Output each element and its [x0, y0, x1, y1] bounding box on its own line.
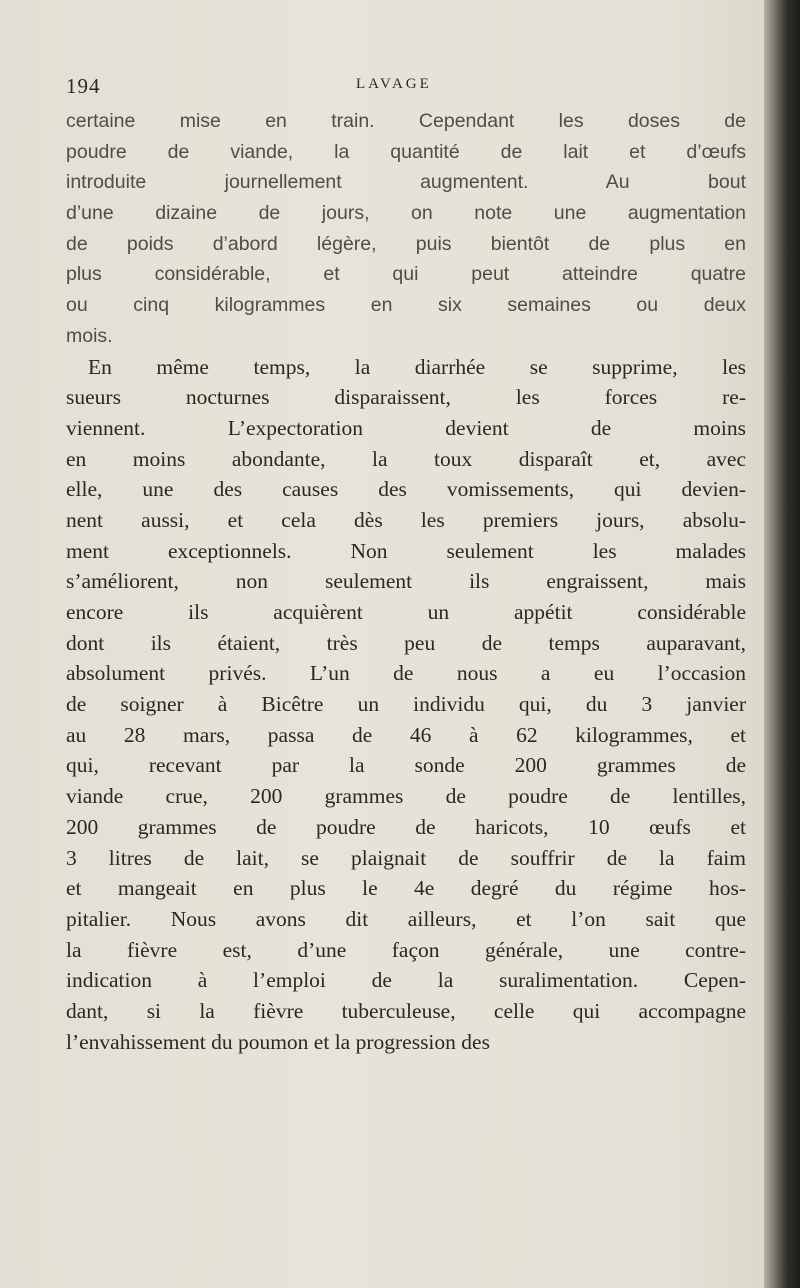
text-line: pitalier. Nous avons dit ailleurs, et l’on sait que: [66, 906, 746, 931]
text-line: dant, si la fièvre tuberculeuse, celle qui accompagne: [66, 998, 746, 1023]
page-header: [66, 74, 746, 104]
text-line: viande crue, 200 grammes de poudre de lentilles,: [66, 784, 746, 809]
text-line: introduite journellement augmentent. Au bout: [66, 171, 746, 194]
text-line: de poids d’abord légère, puis bientôt de plus en: [66, 232, 746, 255]
text-line: mois.: [66, 324, 113, 347]
book-spine-shadow: [764, 0, 800, 1288]
text-line: de soigner à Bicêtre un individu qui, du 3 janvier: [66, 692, 746, 717]
running-title: LAVAGE: [356, 76, 432, 92]
text-line: et mangeait en plus le 4e degré du régime hos-: [66, 876, 746, 901]
text-line: plus considérable, et qui peut atteindre quatre: [66, 263, 746, 286]
paragraph-1: [66, 106, 746, 352]
text-line: l’envahissement du poumon et la progression des: [66, 1029, 490, 1054]
text-line: nent aussi, et cela dès les premiers jours, absolu-: [66, 507, 746, 532]
text-line: sueurs nocturnes disparaissent, les forces re-: [66, 385, 746, 410]
text-line: 3 litres de lait, se plaignait de souffrir de la faim: [66, 845, 746, 870]
body-text: [66, 106, 746, 1057]
text-line: indication à l’emploi de la suralimentation. Cepen-: [66, 968, 746, 993]
text-line: dont ils étaient, très peu de temps auparavant,: [66, 630, 746, 655]
page-number: 194: [66, 74, 101, 98]
text-line: s’améliorent, non seulement ils engraissent, mais: [66, 569, 746, 594]
text-line: elle, une des causes des vomissements, qui devien-: [66, 477, 746, 502]
text-line: poudre de viande, la quantité de lait et d’œufs: [66, 140, 746, 163]
text-line: qui, recevant par la sonde 200 grammes de: [66, 753, 746, 778]
text-line: absolument privés. L’un de nous a eu l’occasion: [66, 661, 746, 686]
text-line: viennent. L’expectoration devient de moins: [66, 415, 746, 440]
text-line: ment exceptionnels. Non seulement les malades: [66, 538, 746, 563]
text-line: En même temps, la diarrhée se supprime, les: [88, 354, 746, 379]
text-line: 200 grammes de poudre de haricots, 10 œufs et: [66, 814, 746, 839]
text-line: encore ils acquièrent un appétit considérable: [66, 600, 746, 624]
text-line: la fièvre est, d’une façon générale, une contre-: [66, 937, 746, 962]
text-line: ou cinq kilogrammes en six semaines ou deux: [66, 294, 746, 317]
text-line: d’une dizaine de jours, on note une augmentation: [66, 202, 746, 225]
paragraph-2: [66, 352, 746, 1058]
text-line: au 28 mars, passa de 46 à 62 kilogrammes, et: [66, 722, 746, 747]
text-line: certaine mise en train. Cependant les doses de: [66, 110, 746, 132]
text-line: en moins abondante, la toux disparaît et, avec: [66, 446, 746, 471]
